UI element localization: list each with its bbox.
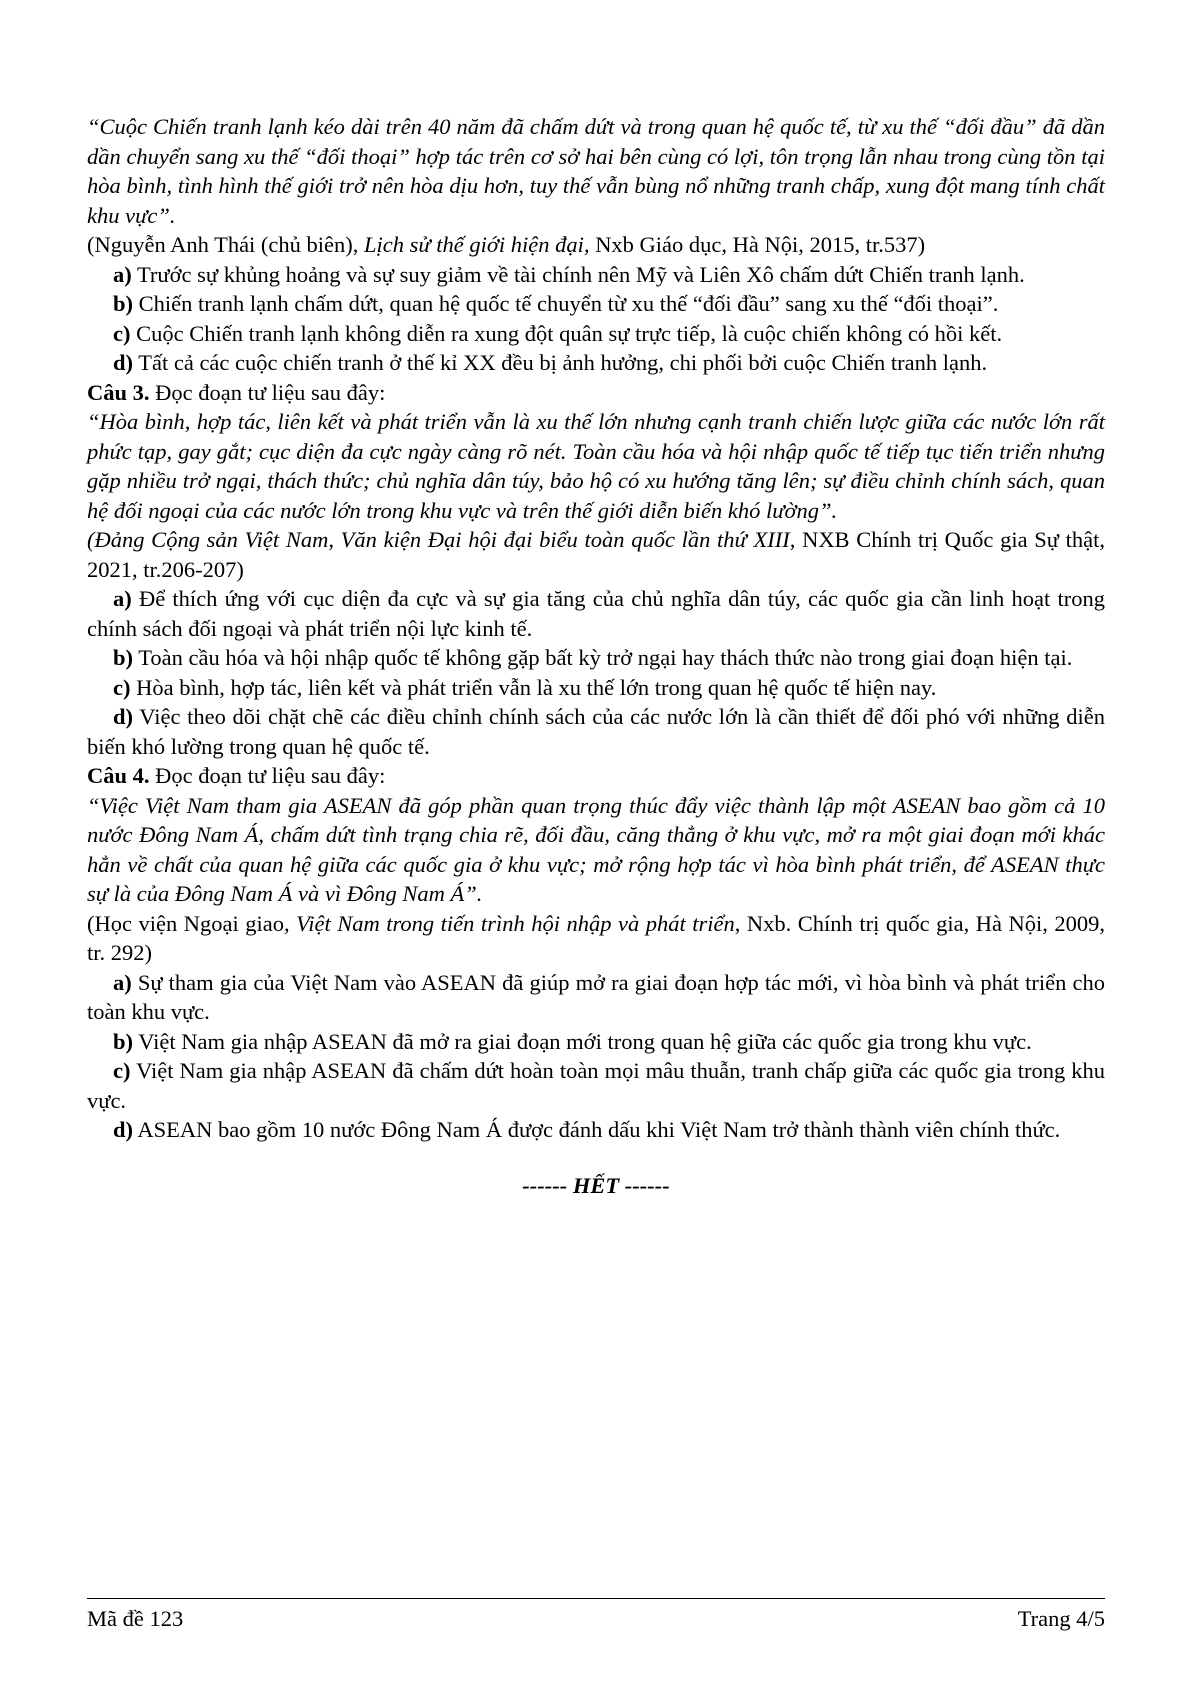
q4-source-pre: (Học viện Ngoại giao, <box>87 910 297 936</box>
end-mark: ------ HẾT ------ <box>522 1172 670 1198</box>
option-label: a) <box>113 586 132 611</box>
option-text: Tất cả các cuộc chiến tranh ở thế kỉ XX đều bị ảnh hưởng, chi phối bởi cuộc Chiến tranh lạnh. <box>133 350 988 375</box>
option-text: Hòa bình, hợp tác, liên kết và phát triển vẫn là xu thế lớn trong quan hệ quốc tế hiện nay. <box>130 674 937 700</box>
q2-option-d <box>87 348 1105 378</box>
q3-source <box>87 525 1105 584</box>
q3-source-post: NXB Chính trị Quốc gia Sự thật, 2021, tr.206-207) <box>87 527 1106 582</box>
q2-option-a <box>87 260 1105 290</box>
page-number: Trang 4/5 <box>1017 1606 1105 1631</box>
q2-option-c <box>87 319 1105 349</box>
q4-heading <box>87 761 1105 791</box>
option-text: Để thích ứng với cục diện đa cực và sự gia tăng của chủ nghĩa dân túy, các quốc gia cần linh hoạt trong chính sách đối ngoại và phát triển nội lực kinh tế. <box>87 586 1105 641</box>
q2-option-b <box>87 289 1105 319</box>
q3-quote: “Hòa bình, hợp tác, liên kết và phát triển vẫn là xu thế lớn nhưng cạnh tranh chiến lược giữa các nước lớn rất phức tạp, gay gắt; cục diện đa cực ngày càng rõ nét. Toàn cầu hóa và hội nhập quốc tế tiếp tục tiến triển nhưng gặp nhiều trở ngại, thách thức; chủ nghĩa dân túy, bảo hộ có xu hướng tăng lên; sự điều chỉnh chính sách, quan hệ đối ngoại của các nước lớn trong khu vực và trên thế giới diễn biến khó lường”. <box>87 409 1105 523</box>
q3-heading <box>87 378 1105 408</box>
q4-option-b <box>87 1027 1105 1057</box>
option-label: a) <box>113 261 132 287</box>
exam-code: Mã đề 123 <box>87 1606 184 1631</box>
q4-option-d <box>87 1115 1105 1145</box>
q3-prompt: Đọc đoạn tư liệu sau đây: <box>149 379 386 405</box>
option-text: Cuộc Chiến tranh lạnh không diễn ra xung đột quân sự trực tiếp, là cuộc chiến không có hồi kết. <box>130 320 1003 346</box>
page-footer <box>87 1606 1105 1632</box>
q4-label: Câu 4. <box>87 763 150 788</box>
q3-option-d <box>87 702 1105 761</box>
option-label: d) <box>113 704 134 729</box>
option-label: c) <box>113 674 131 700</box>
option-label: a) <box>113 969 132 995</box>
option-label: b) <box>113 645 134 670</box>
q2-quote: “Cuộc Chiến tranh lạnh kéo dài trên 40 năm đã chấm dứt và trong quan hệ quốc tế, từ xu thế “đối đầu” đã dần dần chuyển sang xu thế “đối thoại” hợp tác trên cơ sở hai bên cùng có lợi, tôn trọng lẫn nhau trong cùng tồn tại hòa bình, tình hình thế giới trở nên hòa dịu hơn, tuy thế vẫn bùng nổ những tranh chấp, xung đột mang tính chất khu vực”. <box>87 114 1105 228</box>
q2-source-post: Nxb Giáo dục, Hà Nội, 2015, tr.537) <box>589 232 926 257</box>
option-text: Việt Nam gia nhập ASEAN đã mở ra giai đoạn mới trong quan hệ giữa các quốc gia trong khu vực. <box>133 1028 1032 1054</box>
option-text: Việc theo dõi chặt chẽ các điều chỉnh chính sách của các nước lớn là cần thiết để đối phó với những diễn biến khó lường trong quan hệ quốc tế. <box>87 704 1105 759</box>
q3-source-pre: (Đảng Cộng sản Việt Nam, <box>87 527 341 552</box>
option-label: b) <box>113 291 134 316</box>
q4-quote: “Việc Việt Nam tham gia ASEAN đã góp phần quan trọng thúc đẩy việc thành lập một ASEAN bao gồm cả 10 nước Đông Nam Á, chấm dứt tình trạng chia rẽ, đối đầu, căng thẳng ở khu vực, mở ra một giai đoạn mới khác hẳn về chất của quan hệ giữa các quốc gia ở khu vực; mở rộng hợp tác vì hòa bình phát triển, để ASEAN thực sự là của Đông Nam Á và vì Đông Nam Á”. <box>87 792 1105 906</box>
option-label: c) <box>113 320 131 346</box>
q4-source <box>87 909 1105 968</box>
option-label: d) <box>113 1117 134 1142</box>
option-text: Sự tham gia của Việt Nam vào ASEAN đã giúp mở ra giai đoạn hợp tác mới, vì hòa bình và phát triển cho toàn khu vực. <box>87 969 1105 1024</box>
option-text: Trước sự khủng hoảng và sự suy giảm về tài chính nên Mỹ và Liên Xô chấm dứt Chiến tranh lạnh. <box>131 261 1025 287</box>
q3-option-c <box>87 673 1105 703</box>
option-label: b) <box>113 1028 134 1054</box>
q4-option-a <box>87 968 1105 1027</box>
q4-option-c <box>87 1056 1105 1115</box>
q3-option-a <box>87 584 1105 643</box>
q3-option-b <box>87 643 1105 673</box>
q4-source-post: , Nxb. Chính trị quốc gia, Hà Nội, 2009, tr. 292) <box>87 910 1105 965</box>
q3-source-title: Văn kiện Đại hội đại biểu toàn quốc lần thứ XIII, <box>340 527 796 552</box>
option-text: Chiến tranh lạnh chấm dứt, quan hệ quốc tế chuyển từ xu thế “đối đầu” sang xu thế “đối thoại”. <box>133 291 999 316</box>
q4-source-title: Việt Nam trong tiến trình hội nhập và phát triển <box>296 910 735 936</box>
option-label: d) <box>113 350 134 375</box>
option-text: ASEAN bao gồm 10 nước Đông Nam Á được đánh dấu khi Việt Nam trở thành thành viên chính thức. <box>133 1117 1061 1142</box>
q4-prompt: Đọc đoạn tư liệu sau đây: <box>149 763 386 788</box>
footer-divider <box>87 1598 1105 1599</box>
option-text: Toàn cầu hóa và hội nhập quốc tế không gặp bất kỳ trở ngại hay thách thức nào trong giai đoạn hiện tại. <box>133 645 1073 670</box>
option-text: Việt Nam gia nhập ASEAN đã chấm dứt hoàn toàn mọi mâu thuẫn, tranh chấp giữa các quốc gia trong khu vực. <box>87 1058 1105 1113</box>
q2-source <box>87 230 1105 260</box>
q2-source-pre: (Nguyễn Anh Thái (chủ biên), <box>87 232 365 257</box>
option-label: c) <box>113 1058 131 1083</box>
q2-source-title: Lịch sử thế giới hiện đại, <box>364 232 590 257</box>
q3-label: Câu 3. <box>87 379 150 405</box>
document-body <box>87 112 1105 1200</box>
